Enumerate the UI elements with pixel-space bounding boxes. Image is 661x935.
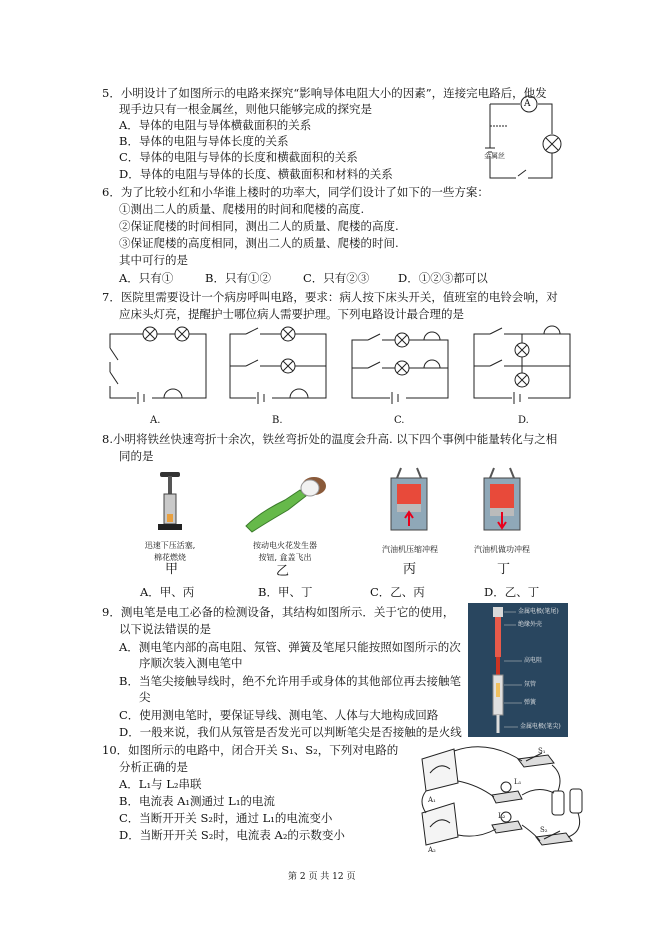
q9-label-neon: 氖管 [524, 681, 537, 688]
q6-plan-3: ③保证爬楼的高度相同，测出二人的质量、爬楼的时间. [119, 236, 399, 250]
q7-label-c: C. [394, 415, 405, 426]
q9-label-tail-electrode: 金属电极(笔尾) [518, 608, 559, 615]
q9-option-a-line2: 序顺次装入测电笔中 [139, 656, 243, 670]
q8-caption-yi-line2: 按钮, 盒盖飞出 [258, 553, 312, 562]
q6-option-a: A．只有① [119, 271, 174, 285]
q7-circuit-a [108, 328, 208, 408]
q9-option-a-line1: A．测电笔内部的高电阻、氖管、弹簧及笔尾只能按照如图所示的次 [119, 640, 461, 654]
q6-plan-2: ②保证爬楼的时间相同，测出二人的质量、爬楼的高度. [119, 219, 399, 233]
q9-label-shell: 绝缘外壳 [518, 621, 543, 628]
q9-option-b-line2: 尖 [139, 690, 151, 704]
q6-option-d: D．①②③都可以 [398, 271, 488, 285]
q5-stem-line2: 现手边只有一根金属丝，则他只能够完成的探究是 [119, 102, 372, 116]
q9-label-spring: 弹簧 [524, 699, 537, 706]
q10-stem-line1: 10．如图所示的电路中，闭合开关 S₁、S₂，下列对电路的 [102, 743, 399, 757]
q6-option-b: B．只有①② [205, 271, 271, 285]
q10-option-d: D．当断开开关 S₂时，电流表 A₂的示数变小 [119, 828, 345, 842]
q8-image-spark-generator [240, 472, 340, 534]
q9-option-d: D．一般来说，我们从氖管是否发光可以判断笔尖是否接触的是火线 [119, 725, 462, 739]
q8-option-c: C．乙、丙 [370, 585, 425, 599]
q8-caption-ding: 汽油机做功冲程 [474, 545, 530, 554]
q6-stem: 6．为了比较小红和小华谁上楼时的功率大，同学们设计了如下的一些方案： [102, 185, 489, 199]
q5-stem-line1: 5．小明设计了如图所示的电路来探究“影响导体电阻大小的因素”，连接完电路后，他发 [102, 86, 547, 100]
q8-name-yi: 乙 [276, 564, 290, 579]
q8-image-compression-stroke [385, 466, 433, 532]
q7-label-a: A. [150, 415, 161, 426]
q8-name-jia: 甲 [165, 562, 179, 577]
q10-label-l1: L₁ [514, 778, 522, 786]
q10-label-a2: A₂ [428, 846, 436, 854]
q5-ammeter-label: A [524, 99, 531, 109]
q8-caption-jia-line1: 迅速下压活塞, [144, 541, 196, 550]
q8-option-a: A．甲、丙 [140, 585, 195, 599]
q8-caption-jia-line2: 棉花燃烧 [154, 553, 186, 562]
q8-name-bing: 丙 [403, 562, 417, 577]
q5-option-d: D．导体的电阻与导体的长度、横截面积和材料的关系 [119, 167, 393, 181]
q8-stem-line2: 同的是 [119, 449, 154, 463]
q8-caption-bing: 汽油机压缩冲程 [382, 545, 438, 554]
q7-stem-line1: 7．医院里需要设计一个病房呼叫电路，要求：病人按下床头开关，值班室的电铃会响，对 [102, 290, 558, 304]
q9-stem-line2: 以下说法错误的是 [119, 622, 211, 636]
q10-label-l2: L₂ [498, 812, 506, 820]
q5-option-c: C．导体的电阻与导体的长度和横截面积的关系 [119, 150, 358, 164]
q7-circuit-d [472, 328, 572, 408]
q5-wire-label: 金属丝 [484, 152, 505, 160]
q8-image-piston [150, 470, 190, 536]
q9-stem-line1: 9．测电笔是电工必备的检测设备，其结构如图所示．关于它的使用， [102, 605, 455, 619]
q8-name-ding: 丁 [497, 562, 511, 577]
q9-label-resistor: 高电阻 [524, 657, 543, 664]
q9-option-c: C．使用测电笔时，要保证导线、测电笔、人体与大地构成回路 [119, 708, 439, 722]
page-footer: 第 2 页 共 12 页 [288, 872, 356, 882]
q10-label-a1: A₁ [428, 796, 436, 804]
q10-label-s1: S₁ [538, 747, 546, 755]
q10-circuit-figure [418, 745, 588, 855]
q10-option-c: C．当断开开关 S₂时，通过 L₁的电流变小 [119, 811, 333, 825]
q9-option-b-line1: B．当笔尖接触导线时，绝不允许用手或身体的其他部位再去接触笔 [119, 674, 461, 688]
q7-label-d: D. [518, 415, 529, 426]
q7-circuit-b [228, 328, 328, 408]
q6-plan-1: ①测出二人的质量、爬楼用的时间和爬楼的高度. [119, 202, 365, 216]
q8-stem-line1: 8.小明将铁丝快速弯折十余次，铁丝弯折处的温度会升高. 以下四个事例中能量转化与之相 [102, 432, 558, 446]
q7-circuit-c [350, 328, 450, 408]
q5-option-a: A．导体的电阻与导体横截面积的关系 [119, 118, 312, 132]
q7-stem-line2: 应床头灯亮，提醒护士哪位病人需要护理。下列电路设计最合理的是 [119, 307, 464, 321]
q10-option-a: A．L₁与 L₂串联 [119, 777, 202, 791]
q9-label-tip-electrode: 金属电极(笔尖) [520, 723, 561, 730]
q8-image-power-stroke [478, 466, 526, 532]
q7-label-b: B. [272, 415, 283, 426]
q8-caption-yi-line1: 按动电火花发生器 [253, 541, 317, 550]
q6-question: 其中可行的是 [119, 253, 188, 267]
q8-option-d: D．乙、丁 [484, 585, 540, 599]
q8-option-b: B．甲、丁 [258, 585, 313, 599]
q10-option-b: B．电流表 A₁测通过 L₁的电流 [119, 794, 275, 808]
q10-label-s2: S₂ [540, 826, 548, 834]
q6-option-c: C．只有②③ [303, 271, 370, 285]
q9-tester-pen-figure [468, 603, 568, 737]
q10-stem-line2: 分析正确的是 [119, 760, 188, 774]
q5-option-b: B．导体的电阻与导体长度的关系 [119, 134, 289, 148]
